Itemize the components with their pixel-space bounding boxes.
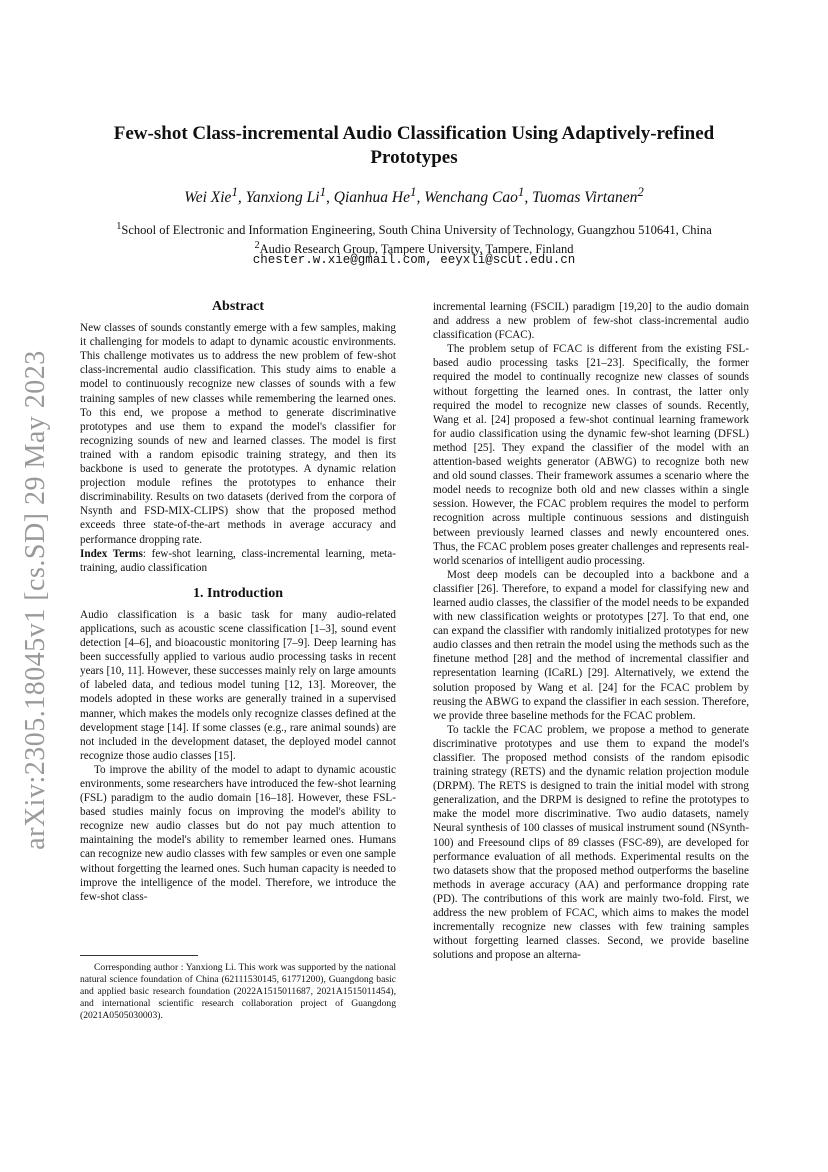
footnote: [80, 955, 396, 1022]
right-column: [433, 300, 749, 962]
author-name: Qianhua He: [333, 189, 410, 207]
index-terms: [80, 547, 396, 575]
affiliation-text: Audio Research Group, Tampere University, Tampere, Finland: [259, 242, 574, 257]
footnote-rule: [80, 955, 198, 956]
paragraph: incremental learning (FSCIL) paradigm [19,20] to the audio domain and address a new problem of few-shot class-incremental audio classification (FCAC).: [433, 301, 749, 342]
affiliation-mark: 2: [254, 240, 260, 252]
introduction-heading: 1. Introduction: [193, 585, 283, 601]
author-affiliation-mark: 1: [409, 184, 417, 199]
arxiv-side-stamp: [18, 320, 54, 880]
affiliation-mark: 1: [116, 221, 122, 232]
left-column: [80, 300, 396, 904]
paragraph: To improve the ability of the model to adapt to dynamic acoustic environments, some researchers have introduced the few-shot learning (FSL) paradigm to the audio domain [16–18]. However, these FSL-based studies mainly focus on improving the model's ability to recognize new audio classes but do not pay much attention to maintaining the model's ability to remember learned ones. Humans can recognize new audio classes with few samples or even one sample without forgetting the learned ones. Such human capacity is needed to improve the intelligence of the model. Therefore, we introduce the few-shot class-: [80, 763, 396, 903]
contact-emails: chester.w.xie@gmail.com, eeyxli@scut.edu.cn: [252, 253, 576, 267]
affiliations: [90, 219, 738, 257]
paragraph: The problem setup of FCAC is different from the existing FSL-based audio processing tasks [21–23]. Specifically, the former required the model to continually recognize new classes of sounds without forgetting the learned ones. In contrast, the latter only required the model to recognize new classes of sounds. Recently, Wang et al. [24] proposed a few-shot continual learning framework for audio classification using the dynamic few-shot learning (DFSL) method [25]. They expand the classifier of the model with an attention-based weights generator (ABWG) to recognize both new and old sound classes. Their framework assumes a scenario where the model needs to recognize both old and new classes within a single session. However, the FCAC problem requires the model to perform recognition across multiple continuous sessions and distinguish between previously learned classes and newly encountered ones. Thus, the FCAC problem poses greater challenges and represents real-world scenarios of intelligent audio processing.: [433, 343, 749, 567]
paragraph: Most deep models can be decoupled into a backbone and a classifier [26]. Therefore, to expand a model for classifying new and learned audio classes, the classifier of the model needs to be expanded with new classification weights or prototypes [27]. To that end, one can expand the classifier with randomly initialized prototypes for new audio classes and then retrain the model using the methods such as the finetune method [28] and the method of incremental classifier and representation learning (ICaRL) [29]. Alternatively, we extend the solution proposed by Wang et al. [24] for the FCAC problem by reusing the ABWG to expand the classifier in each session. Therefore, we provide three baseline methods for the FCAC problem.: [433, 568, 749, 722]
author-affiliation-mark: 1: [231, 184, 238, 199]
abstract-text: New classes of sounds constantly emerge with a few samples, making it challenging for models to adapt to dynamic acoustic environments. This challenge motivates us to address the new problem of few-shot class-incremental audio classification. This study aims to enable a model to continuously recognize new classes of sounds with a few training samples of new classes while remembering the learned ones. To this end, we propose a method to generate discriminative prototypes and use them to expand the model's classifier for recognizing sounds of new and learned classes. The model is first trained with a random episodic training strategy, and then its backbone is used to generate the prototypes. A dynamic relation projection module refines the prototypes to enhance their discriminability. Results on two datasets (derived from the corpora of Nsynth and FSD-MIX-CLIPS) show that the proposed method exceeds three state-of-the-art methods in average accuracy and performance dropping rate.: [80, 322, 396, 546]
author-name: Tuomas Virtanen: [532, 189, 638, 207]
arxiv-identifier: arXiv:2305.18045v1 [cs.SD] 29 May 2023: [20, 350, 51, 850]
affiliation-text: School of Electronic and Information Engineering, South China University of Technology, Guangzhou 510641, China: [121, 223, 712, 238]
author-list: Wei Xie$^1$, Yanxiong Li$^1$, Qianhua He$^1$, Wenchang Cao$^1$, Tuomas Virtanen$^2$: [184, 184, 644, 207]
index-terms-text: : few-shot learning, class-incremental learning, meta-training, audio classification: [80, 547, 396, 574]
author-affiliation-mark: 2: [637, 184, 644, 199]
author-affiliation-mark: 1: [319, 184, 327, 199]
author-name: Yanxiong Li: [245, 189, 320, 207]
paragraph: To tackle the FCAC problem, we propose a method to generate discriminative prototypes and use them to expand the model's classifier. The proposed method consists of the random episodic training strategy (RETS) and the dynamic relation projection module (DRPM). The RETS is designed to train the initial model with strong generalization, and the DRPM is designed to refine the prototypes to make the model more discriminative. Two audio datasets, namely Neural synthesis of 100 classes of musical instrument sound (NSynth-100) and Freesound clips of 89 classes (FSC-89), are developed for performance evaluation of all methods. Experimental results on the two datasets show that the proposed method outperforms the baseline methods in average accuracy (AA) and performance dropping rate (PD). The contributions of this work are mainly two-fold. First, we address the new problem of FCAC, which aims to makes the model incrementally recognize new classes with few training samples without forgetting learned classes. Second, we provide baseline solutions and propose an alterna-: [433, 723, 749, 962]
index-terms-label: Index Terms: [80, 547, 143, 560]
paragraph: Audio classification is a basic task for many audio-related applications, such as acoustic scene classification [1–3], sound event detection [4–6], and bioacoustic monitoring [7–9]. Deep learning has been successfully applied to various audio processing tasks in recent years [10, 11]. However, these successes mainly rely on large amounts of labeled data, and tedious model tuning [12, 13]. Moreover, the models adopted in these works are generally trained in a supervised manner, which makes the models only recognize classes defined at the development stage [14]. If some classes (e.g., rare animal sounds) are not included in the development dataset, the deployed model cannot recognize those audio classes [15].: [80, 608, 396, 762]
author-affiliation-mark: 1: [517, 184, 525, 199]
paper-title: Few-shot Class-incremental Audio Classification Using Adaptively-refined Prototypes: [113, 123, 715, 168]
abstract-heading: Abstract: [211, 299, 265, 314]
affiliation-line: [90, 219, 738, 238]
footnote-text: Corresponding author : Yanxiong Li. This work was supported by the national natural science foundation of China (62111530145, 61771200), Guangdong basic and applied basic research foundation (2022A1515011687, 2021A1515011454), and international scientific research collaboration project of Guangdong (2021A0505030003).: [80, 962, 396, 1021]
author-name: Wei Xie: [184, 189, 232, 207]
author-name: Wenchang Cao: [424, 189, 518, 207]
